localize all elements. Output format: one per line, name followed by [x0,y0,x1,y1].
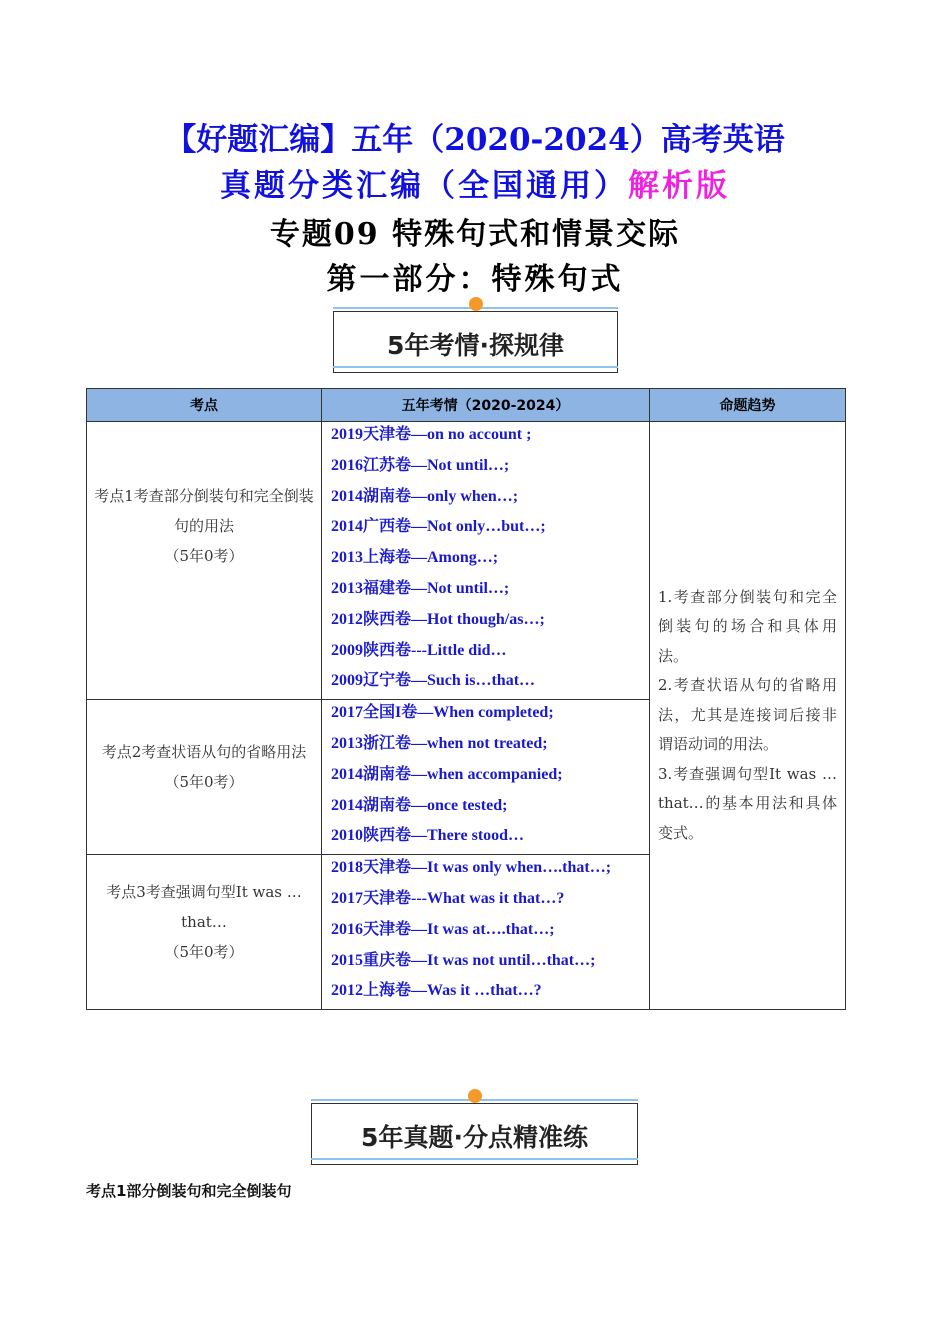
topic-title: 专题09 特殊句式和情景交际 [269,217,681,252]
exam-table [86,388,846,1010]
topic-cell [87,855,322,1010]
exam-item: 2018天津卷—It was only when….that…; [331,859,612,877]
topic-label: 考点3考查强调句型It was …that… [106,883,302,932]
exam-item: 2014广西卷—Not only…but…; [331,518,546,536]
exam-item: 2015重庆卷—It was not until…that…; [331,951,596,969]
exam-list-cell [322,855,650,1010]
exam-item: 2010陕西卷—There stood… [331,827,525,845]
exam-item: 2013浙江卷—when not treated; [331,734,548,752]
banner-text: 5年考情·探规律 [387,331,564,360]
trend-item: 3.考查强调句型It was …that…的基本用法和具体变式。 [658,764,837,842]
topic-count: （5年0考） [164,546,244,565]
part-title: 第一部分：特殊句式 [326,262,624,297]
exam-item: 2009陕西卷---Little did… [331,641,507,659]
exam-list-cell [322,700,650,855]
banner-bottom-line [311,1158,638,1160]
banner-dot-icon [468,1089,482,1103]
exam-item: 2009辽宁卷—Such is…that… [331,672,536,690]
header-topic: 考点 [87,389,322,422]
banner-exam-trends [333,311,618,373]
exam-item: 2016江苏卷—Not until…; [331,456,510,474]
exam-item: 2013上海卷—Among…; [331,549,499,567]
exam-item: 2012上海卷—Was it …that…? [331,982,542,1000]
table-row [87,422,846,700]
trend-item: 1.考查部分倒装句和完全倒装句的场合和具体用法。 [658,587,837,665]
title-line-2-highlight: 解析版 [628,168,730,204]
topic-cell [87,700,322,855]
topic-count: （5年0考） [164,943,244,962]
topic-label: 考点1考查部分倒装句和完全倒装句的用法 [94,486,314,535]
title-line-2-main: 真题分类汇编（全国通用） [220,168,628,204]
exam-item: 2017天津卷---What was it that…? [331,889,565,907]
banner-practice [311,1103,638,1165]
topic-count: （5年0考） [164,773,244,792]
exam-item: 2014湖南卷—only when…; [331,487,519,505]
exam-item: 2019天津卷—on no account ; [331,426,532,443]
exam-item: 2012陕西卷—Hot though/as…; [331,610,545,628]
header-trend: 命题趋势 [650,389,846,422]
topic-label: 考点2考查状语从句的省略用法 [101,743,307,762]
section-heading: 考点1部分倒装句和完全倒装句 [86,1182,292,1200]
topic-cell [87,422,322,700]
title-line-2 [0,160,950,205]
banner-bottom-line [333,366,618,368]
header-exams: 五年考情（2020-2024） [322,389,650,422]
trend-item: 2.考查状语从句的省略用法，尤其是连接词后接非谓语动词的用法。 [658,676,837,754]
title-line-1: 【好题汇编】五年（2020-2024）高考英语 [165,122,785,158]
trend-cell [650,422,846,1010]
banner-dot-icon [469,297,483,311]
banner-text: 5年真题·分点精准练 [361,1123,588,1152]
exam-item: 2016天津卷—It was at….that…; [331,920,555,938]
exam-list-cell [322,422,650,700]
exam-item: 2014湖南卷—when accompanied; [331,765,563,783]
exam-item: 2014湖南卷—once tested; [331,796,508,814]
exam-item: 2017全国I卷—When completed; [331,704,554,722]
exam-item: 2013福建卷—Not until…; [331,579,510,597]
